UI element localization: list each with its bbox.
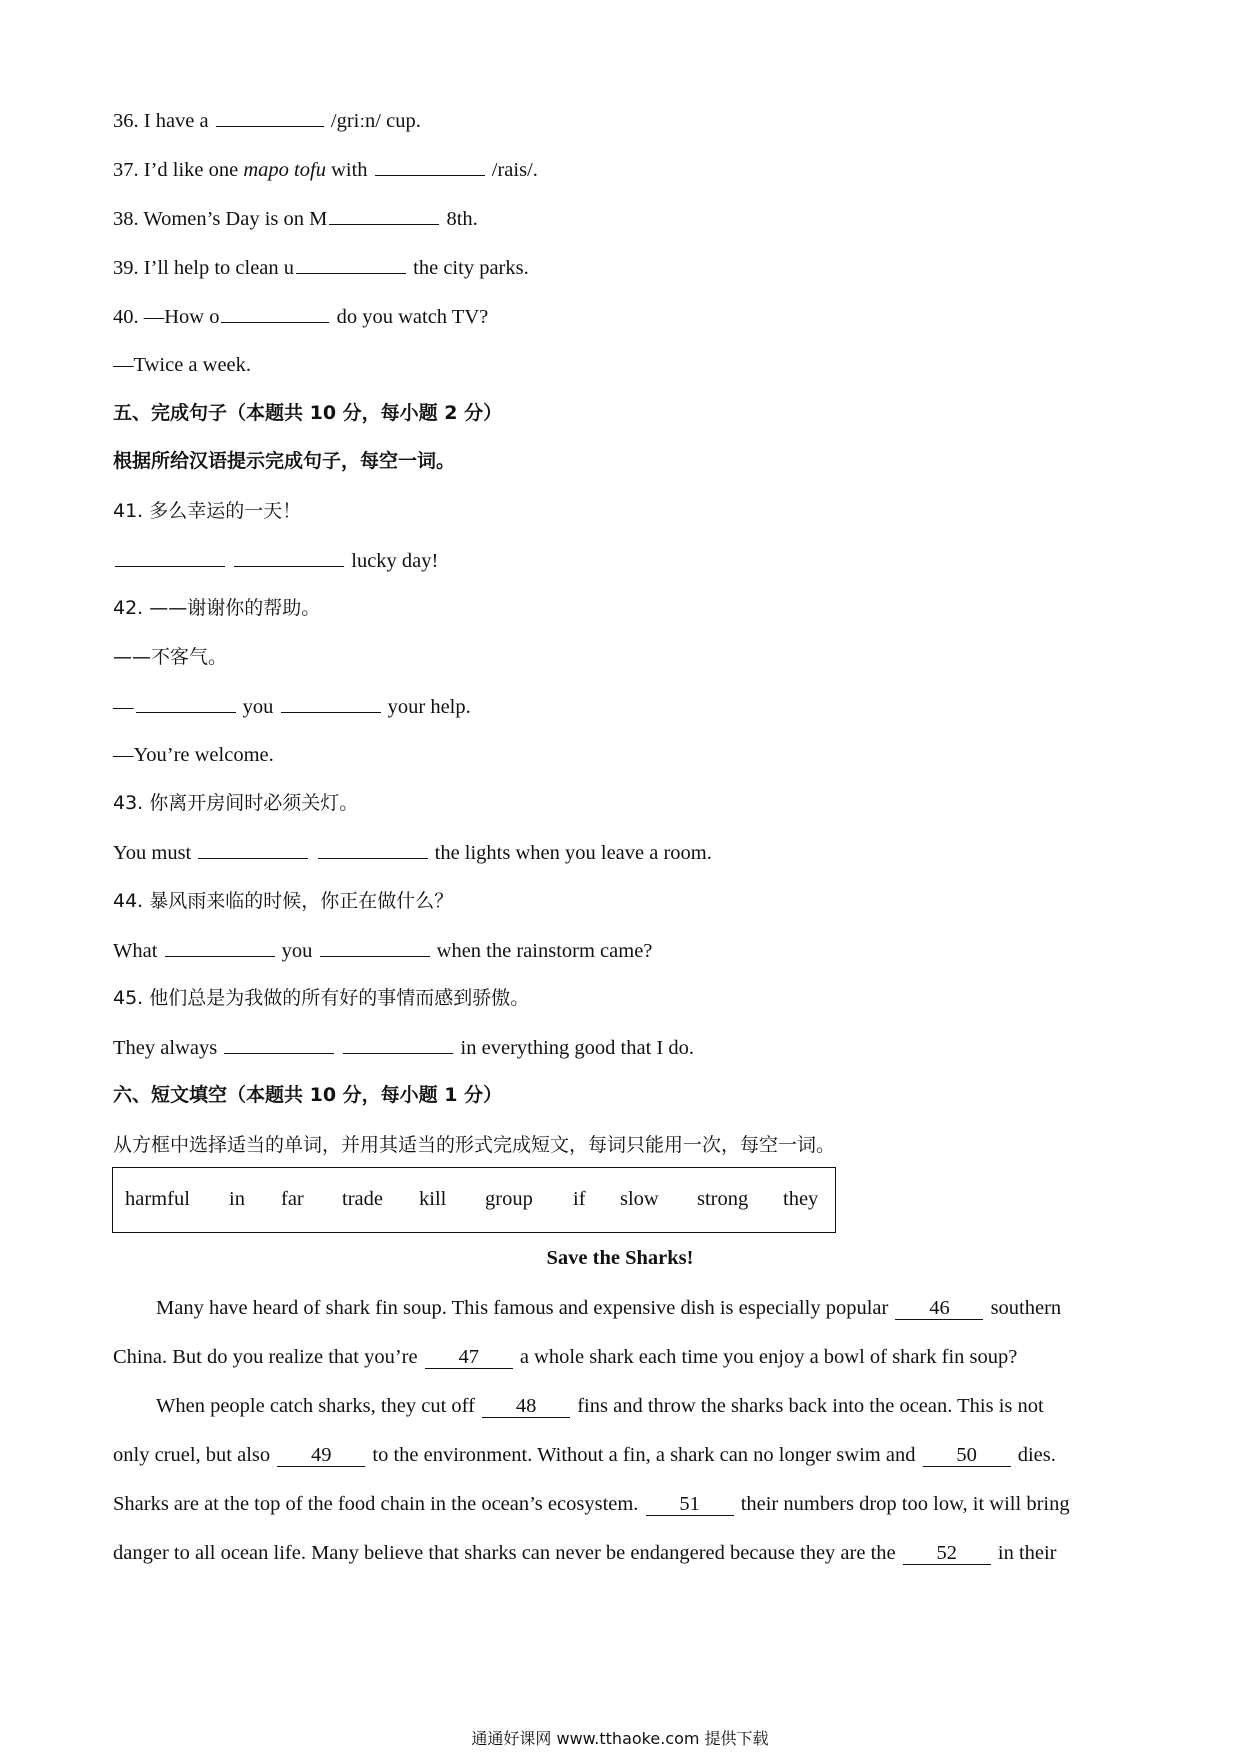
q40-answer: —Twice a week. — [113, 354, 252, 376]
q45-english — [113, 1033, 694, 1062]
word-box-item: strong — [697, 1188, 749, 1210]
answer-blank[interactable] — [296, 253, 406, 274]
answer-blank[interactable] — [136, 692, 236, 713]
answer-blank-51[interactable]: 51 — [646, 1493, 734, 1516]
passage-title: Save the Sharks! — [546, 1247, 694, 1269]
q44-text-pre: What — [113, 940, 158, 962]
passage-line-4 — [113, 1441, 1056, 1469]
answer-blank[interactable] — [165, 936, 275, 957]
q43-text-pre: You must — [113, 842, 192, 864]
q42-english — [113, 692, 471, 721]
question-36 — [113, 106, 421, 135]
word-box-item: group — [485, 1188, 533, 1210]
answer-blank[interactable] — [375, 155, 485, 176]
q42-english-2: —You’re welcome. — [113, 744, 274, 766]
page-footer: 通通好课网 www.tthaoke.com 提供下载 — [471, 1729, 769, 1748]
passage-line-5 — [113, 1490, 1070, 1518]
q41-english — [113, 546, 438, 575]
answer-blank-50[interactable]: 50 — [923, 1444, 1011, 1467]
q41-text: lucky day! — [351, 550, 439, 572]
word-box-item: kill — [419, 1188, 447, 1210]
passage-line-6 — [113, 1539, 1057, 1567]
section6-instruction: 从方框中选择适当的单词，并用其适当的形式完成短文，每词只能用一次，每空一词。 — [113, 1134, 836, 1156]
passage-text: dies. — [1017, 1444, 1056, 1466]
section5-heading: 五、完成句子（本题共 10 分，每小题 2 分） — [113, 402, 503, 424]
answer-blank[interactable] — [115, 546, 225, 567]
q45-text-post: in everything good that I do. — [460, 1037, 694, 1059]
section5-instruction: 根据所给汉语提示完成句子，每空一词。 — [113, 450, 456, 472]
word-box-item: if — [573, 1188, 586, 1210]
q42-dash: — — [113, 696, 134, 718]
passage-text: a whole shark each time you enjoy a bowl of shark fin soup? — [519, 1346, 1018, 1368]
answer-blank-52[interactable]: 52 — [903, 1542, 991, 1565]
q42-text-mid: you — [242, 696, 274, 718]
answer-blank-48[interactable]: 48 — [482, 1395, 570, 1418]
answer-blank[interactable] — [224, 1033, 334, 1054]
q44-text-post: when the rainstorm came? — [436, 940, 653, 962]
passage-line-2 — [113, 1343, 1017, 1371]
q44-english — [113, 936, 652, 965]
section6-heading: 六、短文填空（本题共 10 分，每小题 1 分） — [113, 1084, 503, 1106]
passage-text: in their — [997, 1542, 1057, 1564]
passage-text: southern — [990, 1297, 1062, 1319]
q37-text-post: /rais/. — [491, 159, 538, 181]
passage-text: Sharks are at the top of the food chain in the ocean’s ecosystem. — [113, 1493, 639, 1515]
word-box-item: in — [229, 1188, 245, 1210]
answer-blank[interactable] — [320, 936, 430, 957]
q45-chinese: 45. 他们总是为我做的所有好的事情而感到骄傲。 — [113, 987, 530, 1009]
q43-chinese: 43. 你离开房间时必须关灯。 — [113, 792, 359, 814]
question-38 — [113, 204, 478, 233]
answer-blank[interactable] — [198, 838, 308, 859]
answer-blank[interactable] — [318, 838, 428, 859]
passage-line-3 — [156, 1392, 1044, 1420]
answer-blank[interactable] — [281, 692, 381, 713]
passage-text: Many have heard of shark fin soup. This famous and expensive dish is especially popular — [156, 1297, 889, 1319]
q40-text-pre: 40. —How o — [113, 306, 220, 328]
q37-text-mid: with — [331, 159, 368, 181]
q38-text-pre: 38. Women’s Day is on M — [113, 208, 328, 230]
answer-blank[interactable] — [221, 302, 329, 323]
q40-text-post: do you watch TV? — [336, 306, 489, 328]
q43-text-post: the lights when you leave a room. — [434, 842, 712, 864]
passage-text: their numbers drop too low, it will bring — [740, 1493, 1070, 1515]
q37-text-pre: 37. I’d like one — [113, 159, 239, 181]
question-40 — [113, 302, 488, 331]
q43-english — [113, 838, 712, 867]
passage-text: to the environment. Without a fin, a shark can no longer swim and — [372, 1444, 916, 1466]
passage-text: only cruel, but also — [113, 1444, 271, 1466]
word-box-item: harmful — [125, 1188, 190, 1210]
question-39 — [113, 253, 529, 282]
answer-blank[interactable] — [329, 204, 439, 225]
q42-text-post: your help. — [387, 696, 471, 718]
q38-text-post: 8th. — [446, 208, 478, 230]
word-box — [112, 1167, 836, 1233]
word-box-item: trade — [342, 1188, 383, 1210]
word-box-item: they — [783, 1188, 819, 1210]
passage-line-1 — [156, 1294, 1136, 1322]
answer-blank-49[interactable]: 49 — [277, 1444, 365, 1467]
passage-text: danger to all ocean life. Many believe that sharks can never be endangered because they are the — [113, 1542, 896, 1564]
answer-blank[interactable] — [216, 106, 324, 127]
q36-text-post: /griːn/ cup. — [330, 110, 421, 132]
q44-text-mid: you — [281, 940, 313, 962]
question-37 — [113, 155, 538, 184]
q36-text-pre: 36. I have a — [113, 110, 209, 132]
passage-text: China. But do you realize that you’re — [113, 1346, 418, 1368]
answer-blank-46[interactable]: 46 — [895, 1297, 983, 1320]
q37-italic-term: mapo tofu — [243, 159, 326, 181]
word-box-item: far — [281, 1188, 304, 1210]
q44-chinese: 44. 暴风雨来临的时候，你正在做什么？ — [113, 890, 454, 912]
q41-chinese: 41. 多么幸运的一天！ — [113, 500, 302, 522]
answer-blank-47[interactable]: 47 — [425, 1346, 513, 1369]
q45-text-pre: They always — [113, 1037, 218, 1059]
word-box-item: slow — [620, 1188, 659, 1210]
q42-chinese-1: 42. ——谢谢你的帮助。 — [113, 597, 321, 619]
q39-text-pre: 39. I’ll help to clean u — [113, 257, 295, 279]
answer-blank[interactable] — [343, 1033, 453, 1054]
q39-text-post: the city parks. — [413, 257, 529, 279]
answer-blank[interactable] — [234, 546, 344, 567]
passage-text: When people catch sharks, they cut off — [156, 1395, 475, 1417]
q42-chinese-2: ——不客气。 — [113, 646, 228, 668]
passage-text: fins and throw the sharks back into the ocean. This is not — [577, 1395, 1044, 1417]
